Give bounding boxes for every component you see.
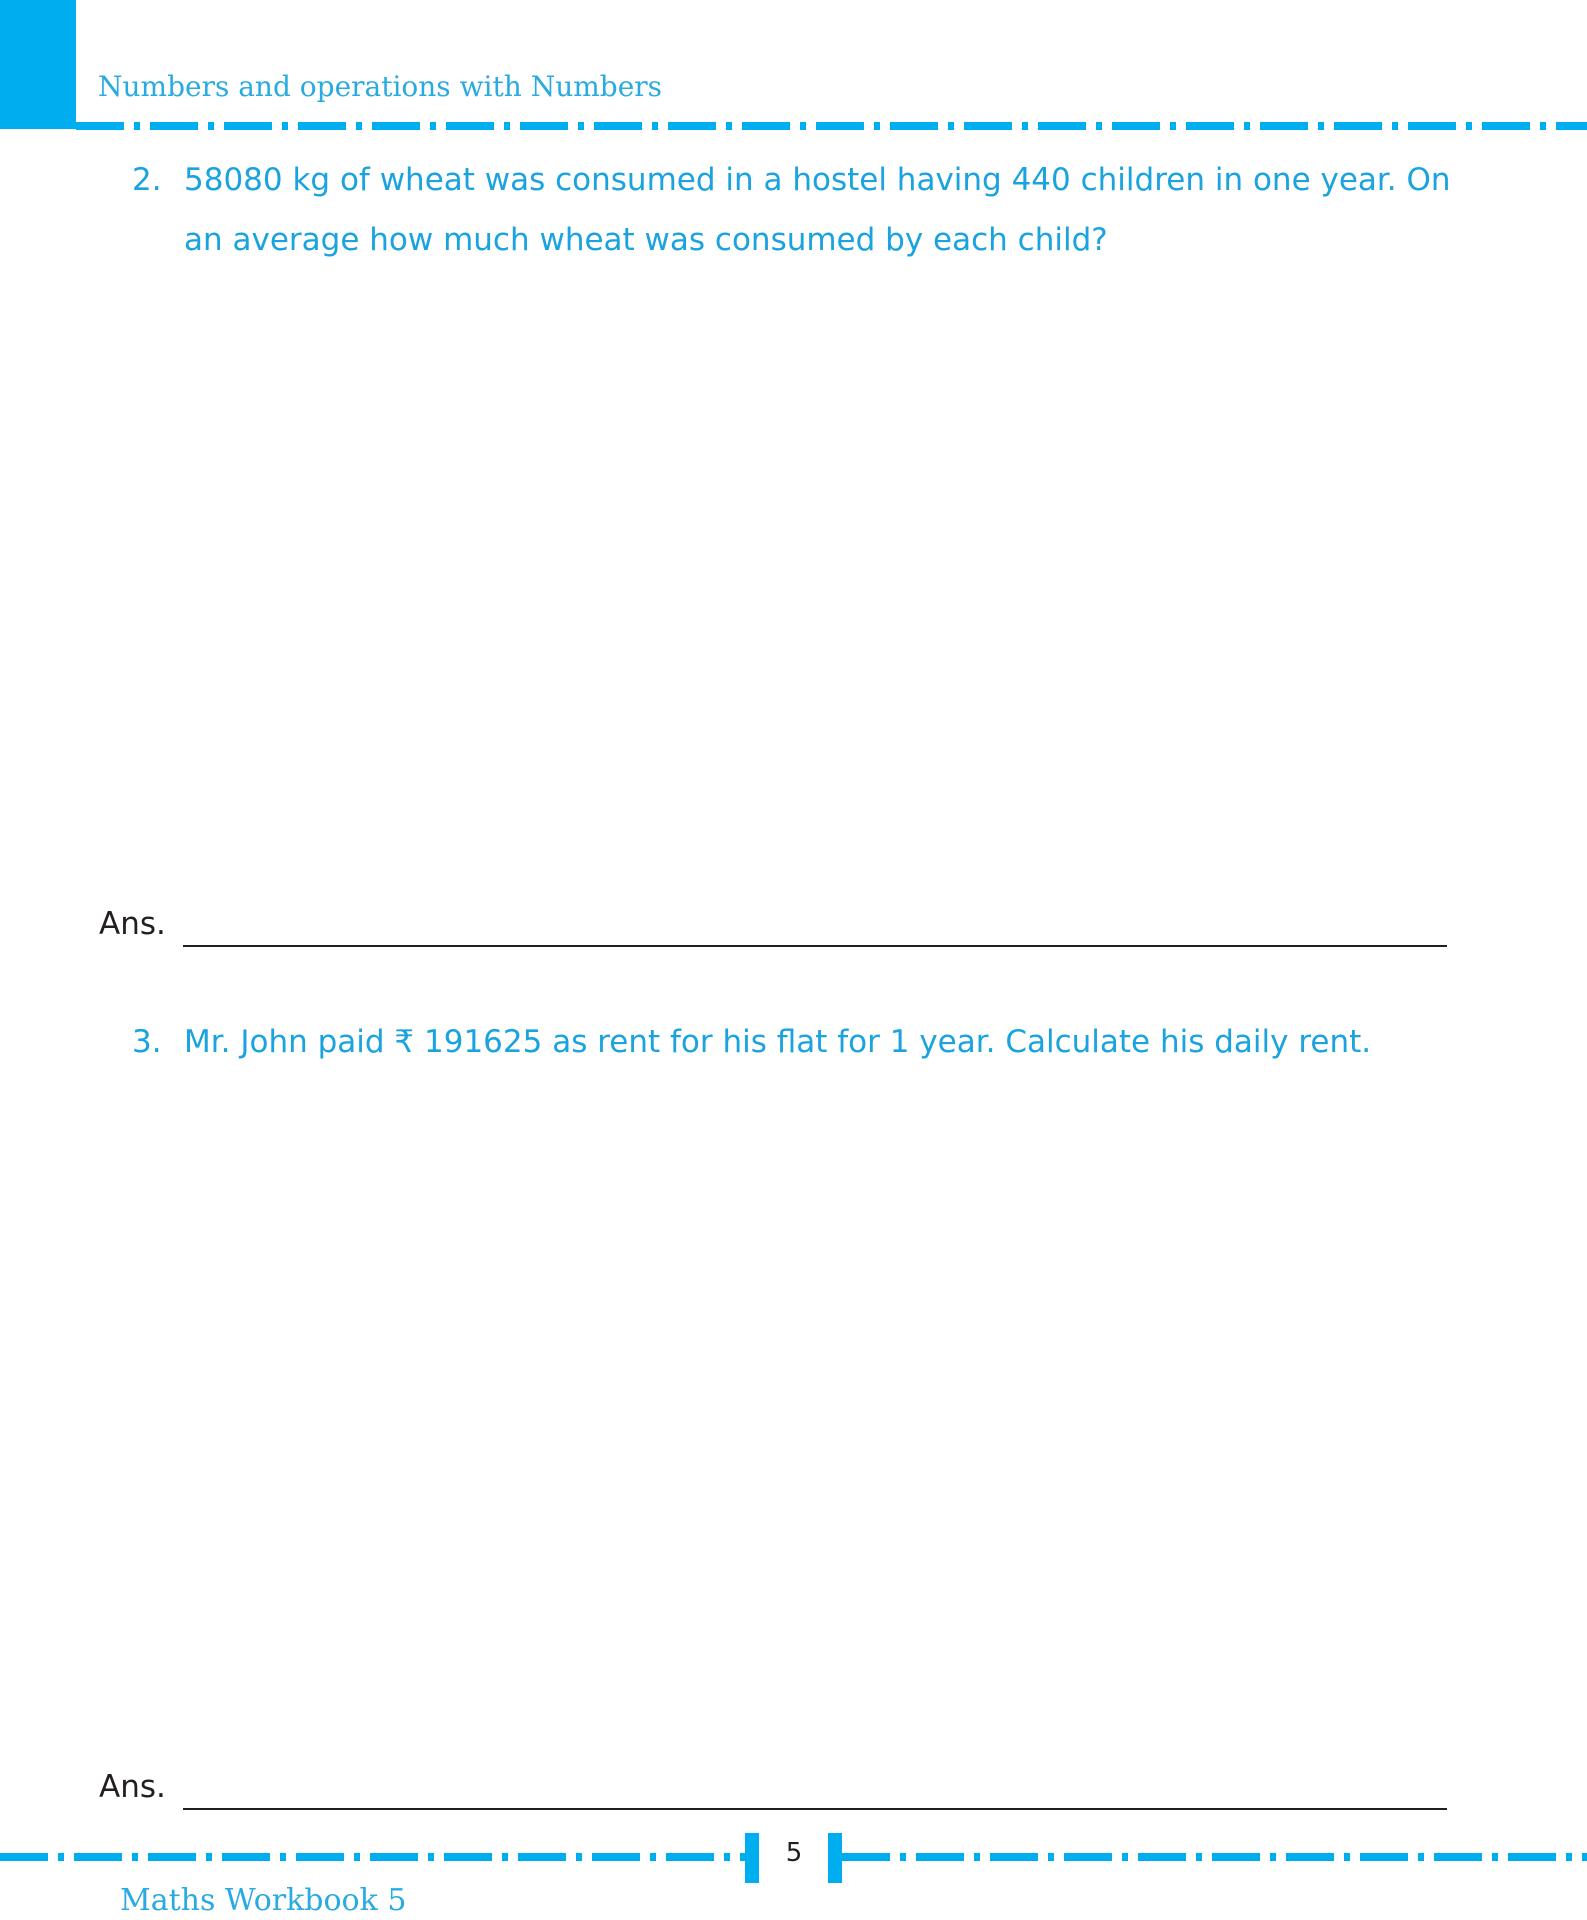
- answer-row-3: [99, 1769, 1447, 1813]
- question-number: 3.: [132, 1024, 162, 1060]
- answer-label: Ans.: [99, 1769, 166, 1805]
- corner-tab: [0, 0, 76, 129]
- bottom-dashed-rule-right: [842, 1853, 1587, 1861]
- answer-line[interactable]: [183, 1808, 1447, 1810]
- section-header: Numbers and operations with Numbers: [98, 70, 663, 103]
- footer-book-title: Maths Workbook 5: [120, 1883, 407, 1918]
- question-text-line: Mr. John paid ₹ 191625 as rent for his flat for 1 year. Calculate his daily rent.: [184, 1024, 1372, 1060]
- question-number: 2.: [132, 162, 162, 198]
- question-3: [132, 1012, 1474, 1072]
- answer-row-2: [99, 906, 1447, 950]
- top-dashed-rule: [76, 122, 1587, 130]
- page-number: 5: [785, 1838, 803, 1868]
- page-number-bracket-left: [745, 1833, 759, 1883]
- question-2: [132, 150, 1474, 270]
- page-number-bracket-right: [828, 1833, 842, 1883]
- answer-line[interactable]: [183, 945, 1447, 947]
- bottom-dashed-rule-left: [0, 1853, 745, 1861]
- question-text-line: 58080 kg of wheat was consumed in a hostel having 440 children in one year. On: [184, 162, 1451, 198]
- answer-label: Ans.: [99, 906, 166, 942]
- question-text-line: an average how much wheat was consumed by each child?: [184, 222, 1108, 258]
